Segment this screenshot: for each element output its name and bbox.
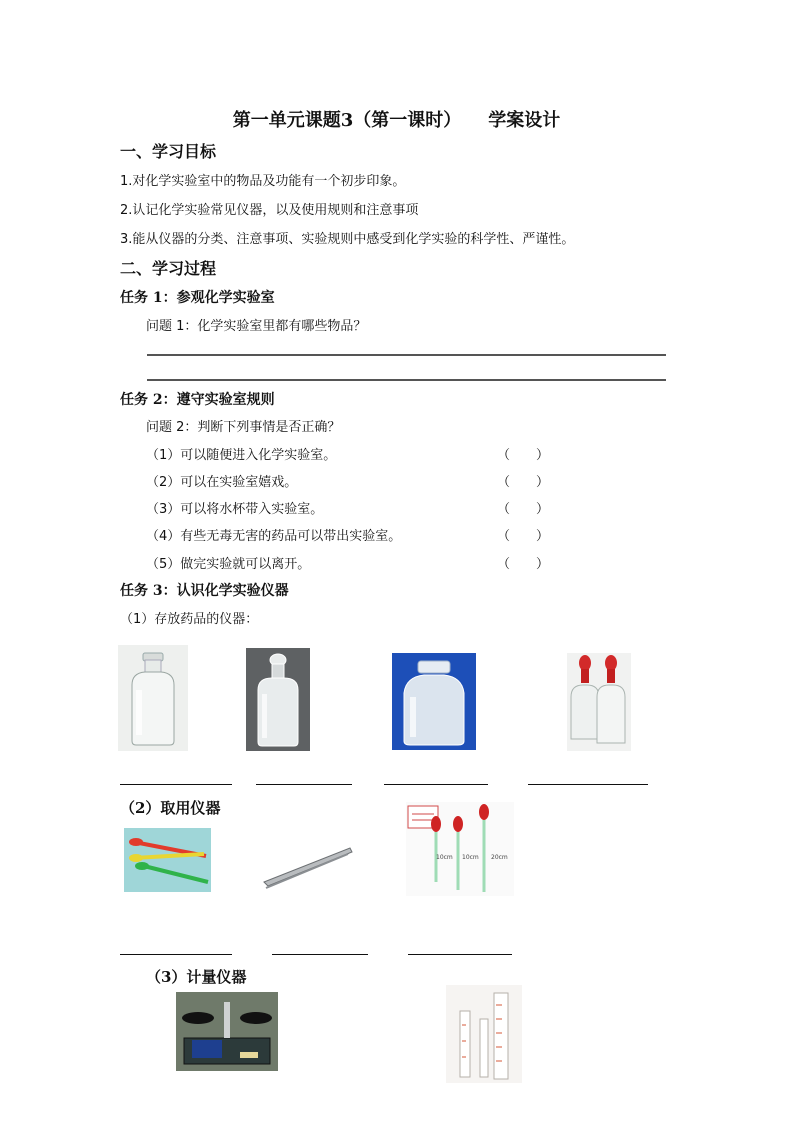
answer-bracket[interactable]: （ ）: [497, 502, 550, 517]
fill-blank-line[interactable]: [256, 784, 352, 785]
task3-title: 任务 3：认识化学实验仪器: [120, 583, 289, 599]
task3-sub1: （1）存放药品的仪器：: [120, 612, 259, 627]
answer-bracket[interactable]: （ ）: [497, 448, 550, 463]
fill-blank-line[interactable]: [120, 784, 232, 785]
medicine-spoons-image: [124, 828, 211, 892]
judgement-item: （2）可以在实验室嬉戏。: [146, 475, 298, 490]
graduated-cylinders-image: [446, 985, 522, 1083]
task2-title: 任务 2：遵守实验室规则: [120, 392, 275, 408]
judgement-item: （5）做完实验就可以离开。: [146, 557, 311, 572]
pipette-label: 20cm: [491, 854, 508, 861]
tweezers-image: [260, 838, 354, 892]
fill-blank-line[interactable]: [408, 954, 512, 955]
goal-item: 2.认记化学实验常见仪器，以及使用规则和注意事项: [120, 203, 419, 218]
dropper-bottles-image: [567, 653, 631, 751]
judgement-item: （1）可以随便进入化学实验室。: [146, 448, 337, 463]
goal-item: 3.能从仪器的分类、注意事项、实验规则中感受到化学实验的科学性、严谨性。: [120, 232, 575, 247]
task1-question: 问题 1：化学实验室里都有哪些物品？: [146, 319, 367, 334]
ground-glass-bottle-image: [392, 653, 476, 750]
goal-item: 1.对化学实验室中的物品及功能有一个初步印象。: [120, 174, 406, 189]
fill-blank-line[interactable]: [120, 954, 232, 955]
balance-scale-image: [176, 992, 278, 1071]
answer-bracket[interactable]: （ ）: [497, 557, 550, 572]
task2-question: 问题 2：判断下列事情是否正确？: [146, 420, 341, 435]
answer-bracket[interactable]: （ ）: [497, 529, 550, 544]
dropper-pipettes-image: [406, 802, 514, 896]
page-title: 第一单元课题3（第一课时） 学案设计: [232, 110, 561, 131]
fill-blank-line[interactable]: [272, 954, 368, 955]
task3-sub2: （2）取用仪器: [120, 799, 221, 817]
fill-blank-line[interactable]: [528, 784, 648, 785]
pipette-label: 10cm: [436, 854, 453, 861]
answer-line: [147, 354, 666, 356]
judgement-item: （4）有些无毒无害的药品可以带出实验室。: [146, 529, 402, 544]
task3-sub3: （3）计量仪器: [146, 968, 247, 986]
section-heading-goals: 一、学习目标: [120, 142, 217, 161]
judgement-item: （3）可以将水杯带入实验室。: [146, 502, 324, 517]
section-heading-process: 二、学习过程: [120, 259, 217, 278]
answer-bracket[interactable]: （ ）: [497, 475, 550, 490]
wide-mouth-bottle-image: [118, 645, 188, 751]
answer-line: [147, 379, 666, 381]
narrow-mouth-bottle-image: [246, 648, 310, 751]
task1-title: 任务 1：参观化学实验室: [120, 290, 275, 306]
fill-blank-line[interactable]: [384, 784, 488, 785]
pipette-label: 10cm: [462, 854, 479, 861]
